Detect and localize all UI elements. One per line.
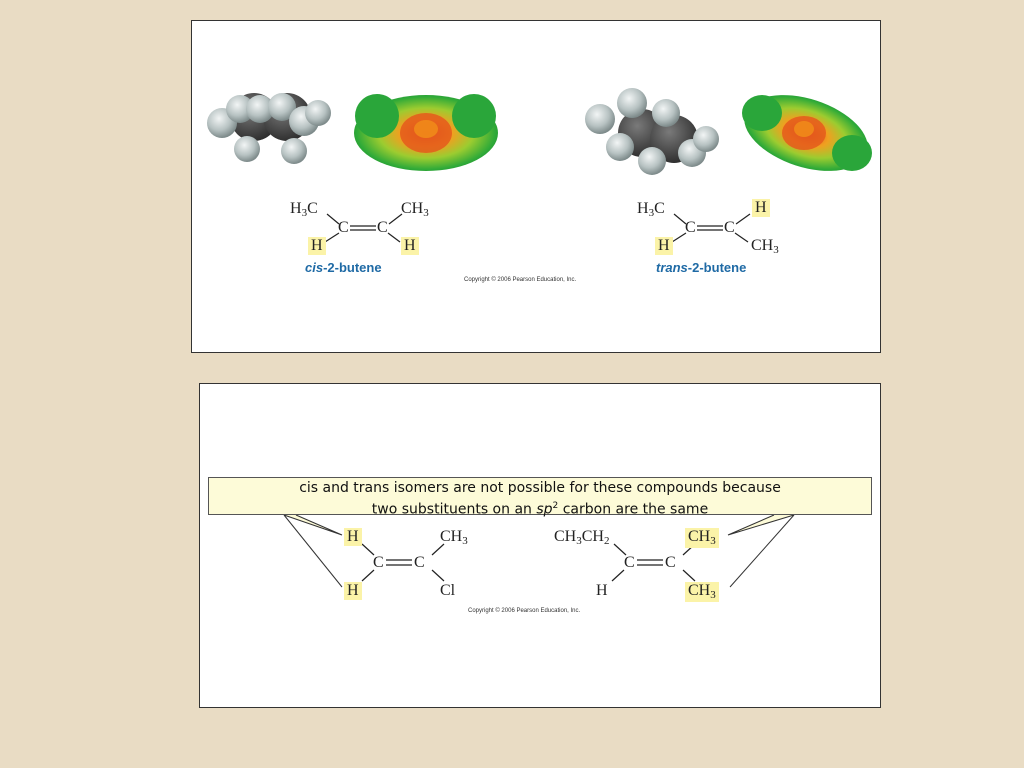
bottom-bonds-and-pointers (200, 384, 882, 709)
mol1-hydrogen-top: H (344, 528, 362, 546)
mol2-carbon-2: C (665, 554, 676, 571)
mol1-hydrogen-bottom: H (344, 582, 362, 600)
mol1-carbon-1: C (373, 554, 384, 571)
mol2-methyl-top: $CH_3$ (685, 528, 719, 548)
cis-right-methyl: $CH_3$ (401, 200, 429, 219)
trans-left-methyl: $H_3C$ (637, 200, 665, 219)
mol2-ethyl: $CH_3CH_2$ (554, 528, 610, 547)
cis-space-filling-model (207, 93, 331, 164)
top-copyright: Copyright © 2006 Pearson Education, Inc. (464, 277, 577, 283)
bottom-copyright: Copyright © 2006 Pearson Education, Inc. (468, 608, 581, 614)
trans-right-methyl: $CH_3$ (751, 237, 779, 256)
mol2-methyl-bottom: $CH_3$ (685, 582, 719, 602)
mol1-carbon-2: C (414, 554, 425, 571)
trans-carbon-1: C (685, 219, 696, 236)
mol1-chlorine: Cl (440, 582, 456, 599)
callout-line-2: two substituents on an $sp^2$ carbon are the same (371, 501, 709, 518)
cis-hydrogen-right: H (401, 237, 419, 255)
mol2-hydrogen: H (596, 582, 608, 599)
callout-line-1: cis and trans isomers are not possible for these compounds because (299, 480, 781, 496)
trans-caption: trans-2-butene (656, 260, 747, 275)
cis-caption: cis-2-butene (305, 260, 382, 275)
cis-bonds (325, 214, 402, 242)
trans-hydrogen-top: H (752, 199, 770, 217)
mol1-methyl: $CH_3$ (440, 528, 468, 547)
callout-pointers (284, 515, 794, 587)
mol2-carbon-1: C (624, 554, 635, 571)
cis-carbon-1: C (338, 219, 349, 236)
molecular-models (192, 21, 882, 221)
trans-electrostatic-potential-map (735, 81, 878, 185)
top-slide-panel (191, 20, 881, 353)
trans-hydrogen-left: H (655, 237, 673, 255)
callout-box (208, 477, 872, 518)
cis-electrostatic-potential-map (354, 94, 498, 171)
cis-carbon-2: C (377, 219, 388, 236)
bottom-slide-panel (199, 383, 881, 708)
cis-hydrogen-left: H (308, 237, 326, 255)
cis-left-methyl: $H_3C$ (290, 200, 318, 219)
trans-bonds (672, 214, 750, 242)
trans-carbon-2: C (724, 219, 735, 236)
trans-space-filling-model (585, 88, 719, 175)
